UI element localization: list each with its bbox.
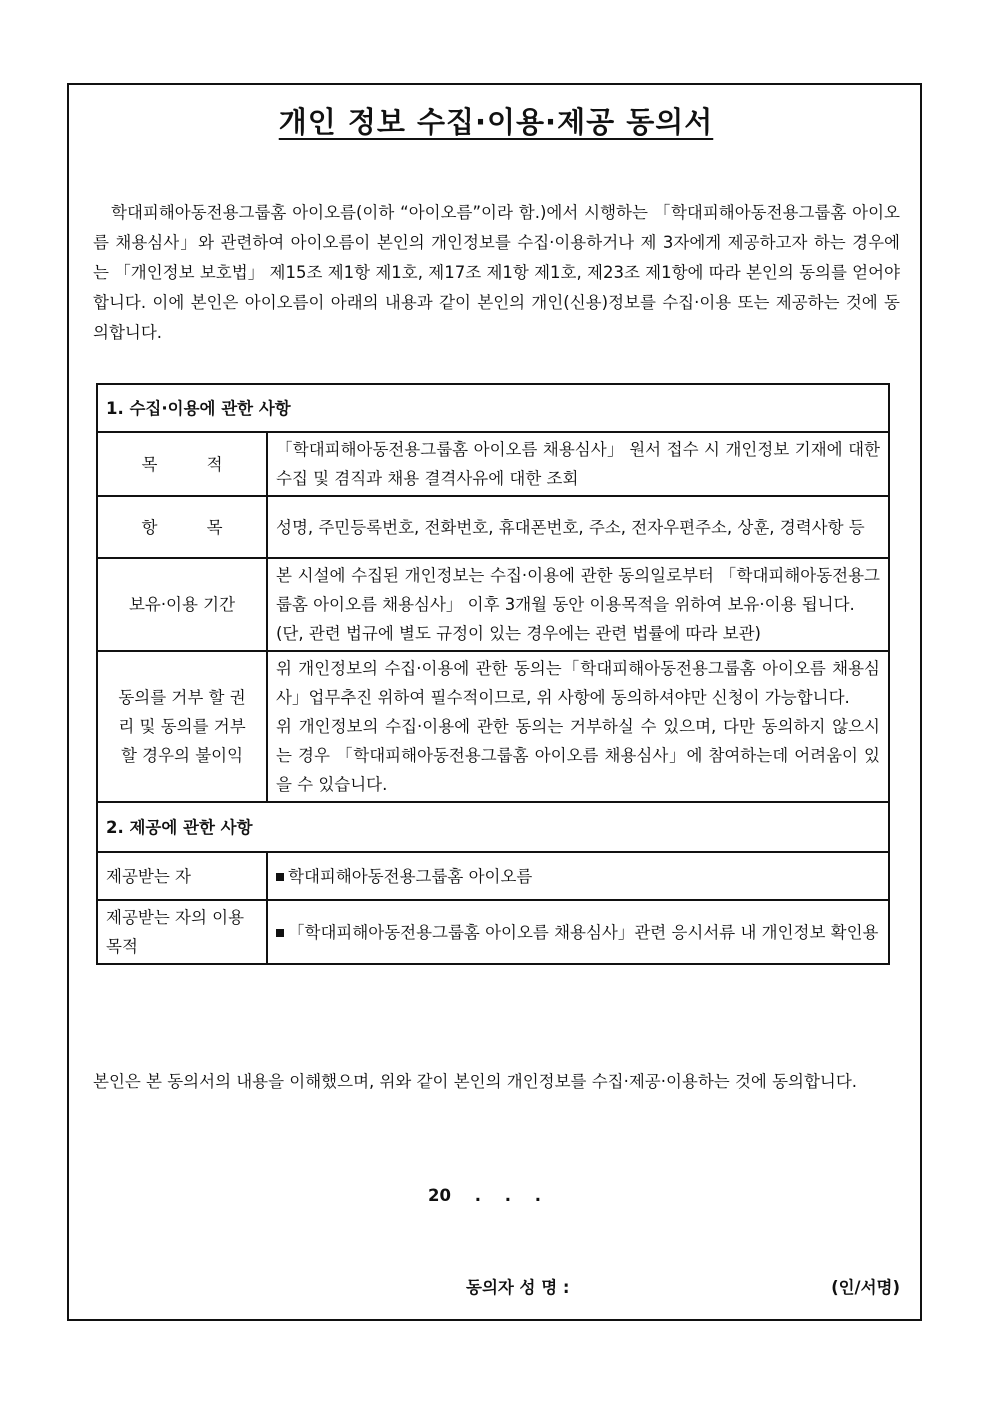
recipient-content: 학대피해아동전용그룹홈 아이오름 (288, 866, 533, 886)
refusal-note: 위 개인정보의 수집·이용에 관한 동의는 거부하실 수 있으며, 다만 동의하지 않으시는 경우 「학대피해아동전용그룹홈 아이오름 채용심사」에 참여하는데 어려움이 있을 수 있습니다. (276, 717, 880, 794)
retention-content: 본 시설에 수집된 개인정보는 수집·이용에 관한 동의일로부터 「학대피해아동전용그룹홈 아이오름 채용심사」 이후 3개월 동안 이용목적을 위하여 보유·이용 됩니다. (276, 566, 880, 614)
table-row (97, 432, 889, 496)
recipient-purpose-content: 「학대피해아동전용그룹홈 아이오름 채용심사」관련 응시서류 내 개인정보 확인용 (288, 922, 879, 942)
refusal-content: 위 개인정보의 수집·이용에 관한 동의는「학대피해아동전용그룹홈 아이오름 채용심사」업무추진 위하여 필수적이므로, 위 사항에 동의하셔야만 신청이 가능합니다. (276, 659, 880, 707)
section2-heading: 2. 제공에 관한 사항 (97, 802, 889, 852)
consent-table (96, 383, 890, 965)
closing-statement: 본인은 본 동의서의 내용을 이해했으며, 위와 같이 본인의 개인정보를 수집·제공·이용하는 것에 동의합니다. (93, 1072, 858, 1091)
table-row (97, 852, 889, 900)
refusal-cell (267, 651, 889, 802)
seal-signature-label: (인/서명) (831, 1278, 900, 1297)
section-header-row (97, 802, 889, 852)
bullet-square-icon (276, 929, 284, 937)
refusal-label: 동의를 거부 할 권리 및 동의를 거부할 경우의 불이익 (97, 651, 267, 802)
items-label: 항 목 (97, 496, 267, 558)
intro-paragraph: 학대피해아동전용그룹홈 아이오름(이하 “아이오름”이라 함.)에서 시행하는 「학대피해아동전용그룹홈 아이오름 채용심사」와 관련하여 아이오름이 본인의 개인정보를 수집·이용하거나 제 3자에게 제공하고자 하는 경우에는 「개인정보 보호법」 제15조 제1항 제1호, 제17조 제1항 제1호, 제23조 제1항에 따라 본인의 동의를 얻어야 합니다. 이에 본인은 아이오름이 아래의 내용과 같이 본인의 개인(신용)정보를 수집·이용 또는 제공하는 것에 동의합니다. (93, 203, 900, 342)
section-header-row (97, 384, 889, 432)
retention-label: 보유·이용 기간 (97, 558, 267, 651)
signer-name-label: 동의자 성 명 : (466, 1278, 570, 1297)
section1-heading: 1. 수집·이용에 관한 사항 (97, 384, 889, 432)
table-row (97, 900, 889, 964)
table-row (97, 558, 889, 651)
purpose-content: 「학대피해아동전용그룹홈 아이오름 채용심사」 원서 접수 시 개인정보 기재에 대한 수집 및 겸직과 채용 결격사유에 대한 조회 (267, 432, 889, 496)
retention-cell (267, 558, 889, 651)
recipient-cell (267, 852, 889, 900)
recipient-label: 제공받는 자 (97, 852, 267, 900)
table-row (97, 496, 889, 558)
recipient-purpose-label: 제공받는 자의 이용목적 (97, 900, 267, 964)
bullet-square-icon (276, 873, 284, 881)
recipient-purpose-cell (267, 900, 889, 964)
items-content: 성명, 주민등록번호, 전화번호, 휴대폰번호, 주소, 전자우편주소, 상훈, 경력사항 등 (267, 496, 889, 558)
purpose-label: 목 적 (97, 432, 267, 496)
retention-note: (단, 관련 법규에 별도 규정이 있는 경우에는 관련 법률에 따라 보관) (276, 624, 761, 643)
table-row (97, 651, 889, 802)
document-title: 개인 정보 수집·이용·제공 동의서 (278, 105, 714, 139)
date-line: 20 . . . (428, 1186, 541, 1205)
